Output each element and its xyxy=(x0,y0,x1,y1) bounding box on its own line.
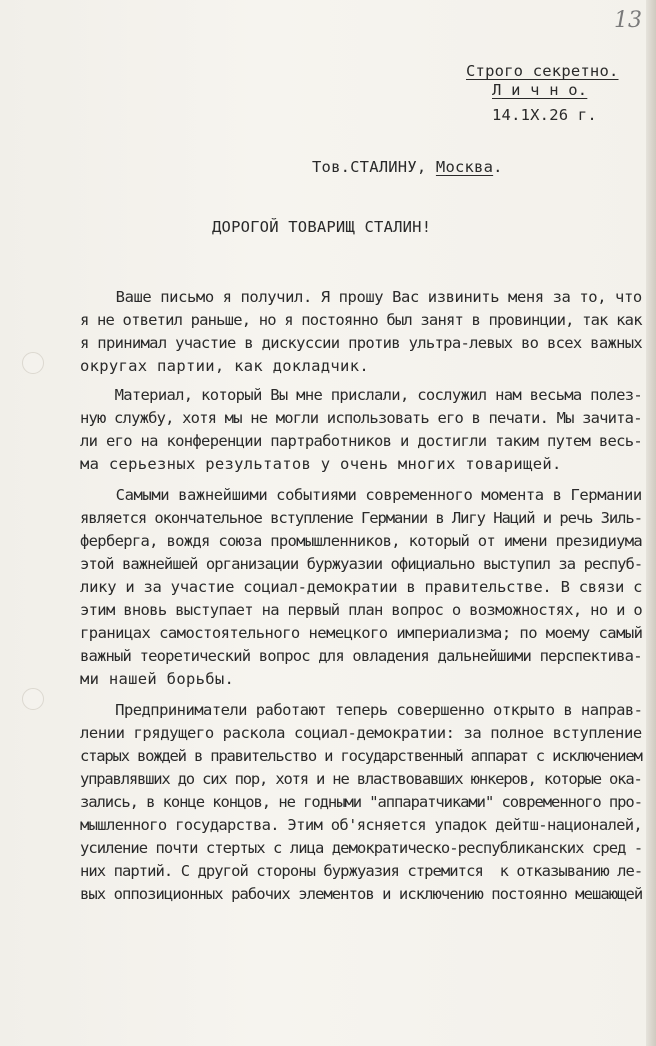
addressee-city: Москва xyxy=(435,158,494,176)
body-line: я не ответил раньше, но я постоянно был занят в провинции, так как xyxy=(80,311,642,329)
classification-stamp: Строго секретно. xyxy=(466,62,619,80)
body-line: мышленного государства. Этим об'ясняется упадок дейтш-националей, xyxy=(80,816,643,834)
body-line: важный теоретический вопрос для овладения дальнейшими перспектива- xyxy=(80,647,642,665)
body-line: вых оппозиционных рабочих элементов и исключению постоянно мешающей xyxy=(80,885,643,903)
addressee-name: Тов.СТАЛИНУ, xyxy=(312,158,436,176)
letter-date: 14.1X.26 г. xyxy=(492,106,597,124)
paper-edge xyxy=(646,0,656,1046)
body-line: ферберга, вождя союза промышленников, который от имени президиума xyxy=(80,532,643,550)
body-line: лении грядущего раскола социал-демократии: за полное вступление xyxy=(80,724,642,742)
body-line: я принимал участие в дискуссии против ультра-левых во всех важных xyxy=(80,334,643,352)
body-line: ли его на конференции партработников и достигли таким путем весь- xyxy=(80,432,643,450)
addressee xyxy=(312,158,503,176)
body-line: этим вновь выступает на первый план вопрос о возможностях, но и о xyxy=(80,601,643,619)
punch-hole xyxy=(22,352,44,374)
body-line: Ваше письмо я получил. Я прошу Вас извинить меня за то, что xyxy=(80,288,642,306)
personal-mark: Л и ч н о. xyxy=(492,81,588,99)
body-line: зались, в конце концов, не годными "аппаратчиками" современного про- xyxy=(80,793,642,811)
body-line: лику и за участие социал-демократии в правительстве. В связи с xyxy=(80,578,643,596)
body-line: Предприниматели работают теперь совершенно открыто в направ- xyxy=(80,701,643,719)
body-line: Самыми важнейшими событиями современного момента в Германии xyxy=(80,486,642,504)
body-line: ми нашей борьбы. xyxy=(80,670,235,688)
punch-hole xyxy=(22,688,44,710)
body-line: является окончательное вступление Германии в Лигу Наций и речь Зиль- xyxy=(80,509,642,527)
body-line: ную службу, хотя мы не могли использовать его в печати. Мы зачита- xyxy=(80,409,642,427)
body-line: округах партии, как докладчик. xyxy=(80,357,369,375)
body-line: ма серьезных результатов у очень многих товарищей. xyxy=(80,455,562,473)
page-number: 13 xyxy=(614,8,642,33)
body-line: этой важнейшей организации буржуазии официально выступил за респуб- xyxy=(80,555,643,573)
addressee-suffix: . xyxy=(493,158,503,176)
body-line: Материал, который Вы мне прислали, сослужил нам весьма полез- xyxy=(80,386,643,404)
body-line: старых вождей в правительство и государственный аппарат с исключением xyxy=(80,747,642,765)
body-line: границах самостоятельного немецкого империализма; по моему самый xyxy=(80,624,643,642)
body-line: усиление почти стертых с лица демократическо-республиканских сред - xyxy=(80,839,643,857)
body-line: них партий. С другой стороны буржуазия стремится к отказыванию ле- xyxy=(80,862,643,880)
salutation: ДОРОГОЙ ТОВАРИЩ СТАЛИН! xyxy=(212,218,432,236)
body-line: управлявших до сих пор, хотя и не властвовавших юнкеров, которые ока- xyxy=(80,770,642,788)
